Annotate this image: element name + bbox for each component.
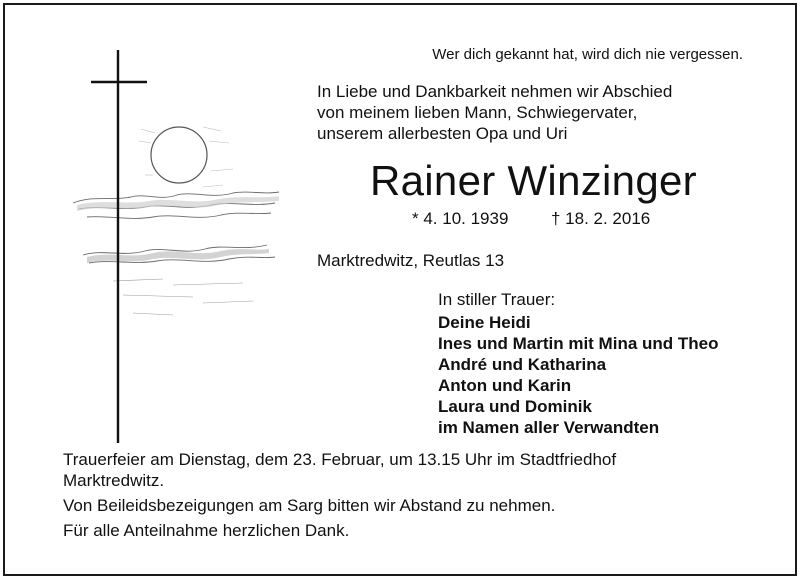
mourner-item: im Namen aller Verwandten: [438, 418, 660, 437]
mourner-item: Anton und Karin: [438, 376, 572, 395]
motto: Wer dich gekannt hat, wird dich nie vergessen.: [432, 46, 743, 63]
death-date: † 18. 2. 2016: [551, 209, 651, 228]
funeral-info-line: Marktredwitz.: [63, 471, 165, 490]
mourner-item: Deine Heidi: [438, 313, 531, 332]
address: Marktredwitz, Reutlas 13: [317, 251, 505, 270]
condolence-note: Von Beileidsbezeigungen am Sarg bitten wir Abstand zu nehmen.: [63, 496, 556, 515]
funeral-info-line: Trauerfeier am Dienstag, dem 23. Februar, um 13.15 Uhr im Stadtfriedhof: [63, 450, 617, 469]
intro-line: unserem allerbesten Opa und Uri: [317, 124, 568, 143]
obituary-notice: [3, 3, 797, 576]
mourners-list: [438, 312, 719, 438]
mourning-label: In stiller Trauer:: [438, 290, 556, 309]
mourner-item: Ines und Martin mit Mina und Theo: [438, 334, 719, 353]
birth-date: * 4. 10. 1939: [412, 209, 509, 228]
sun-icon: [151, 127, 207, 183]
footer-text: [63, 449, 616, 541]
mourner-item: Laura und Dominik: [438, 397, 592, 416]
water-lines: [113, 279, 253, 315]
thanks-note: Für alle Anteilnahme herzlichen Dank.: [63, 521, 350, 540]
intro-line: In Liebe und Dankbarkeit nehmen wir Abschied: [317, 82, 673, 101]
mourner-item: André und Katharina: [438, 355, 607, 374]
intro-text: [317, 81, 672, 144]
deceased-name: Rainer Winzinger: [370, 157, 697, 204]
intro-line: von meinem lieben Mann, Schwiegervater,: [317, 103, 638, 122]
cross-and-sun-illustration: [53, 45, 293, 445]
